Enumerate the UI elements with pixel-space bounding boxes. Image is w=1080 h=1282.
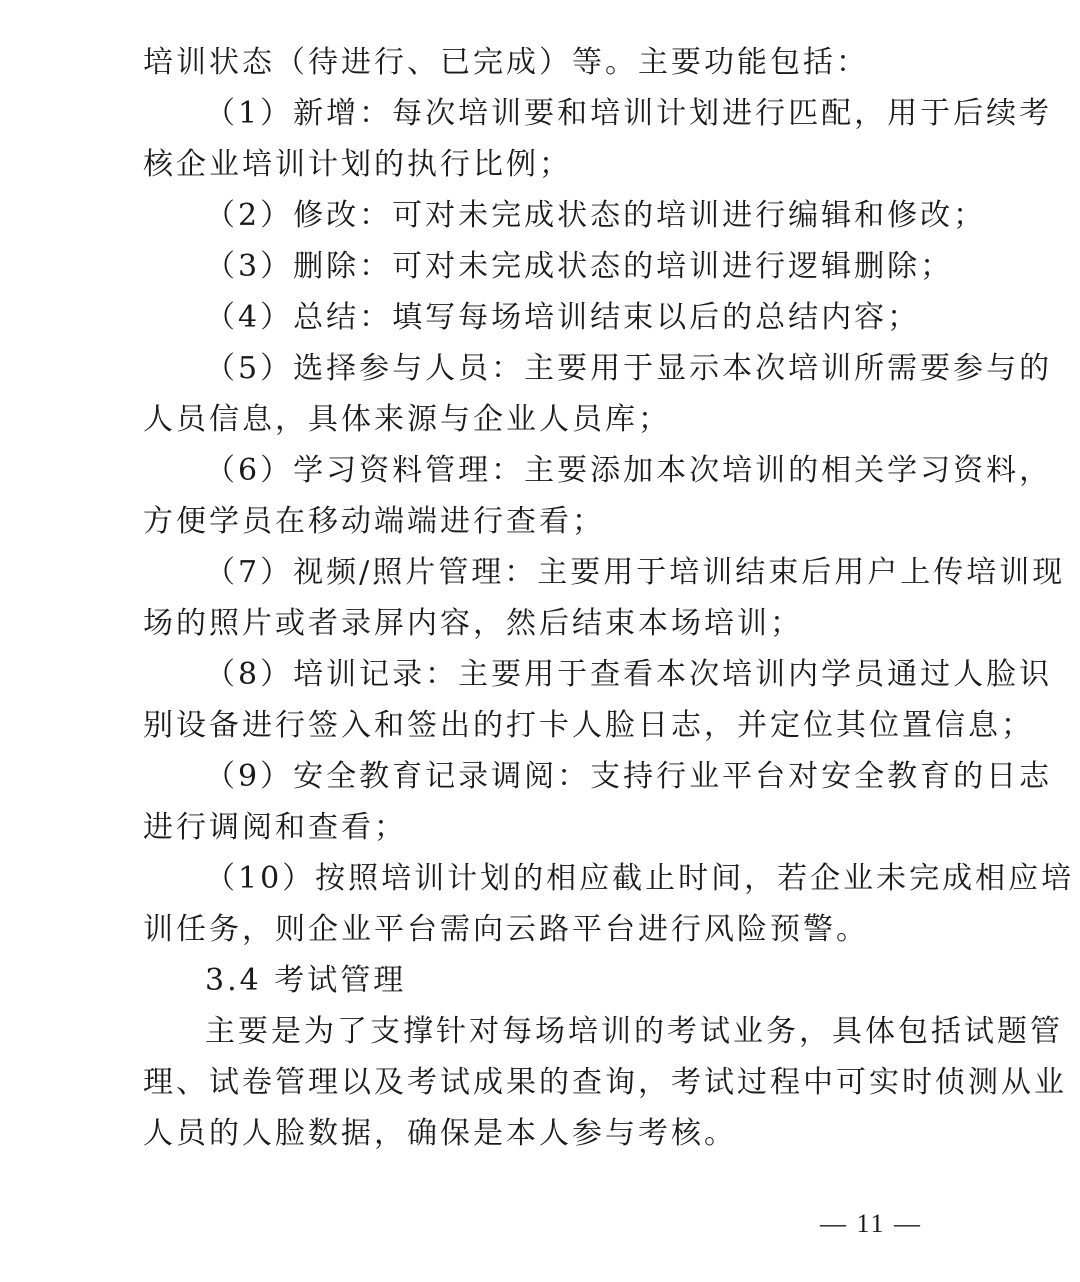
text-line: 理、试卷管理以及考试成果的查询，考试过程中可实时侦测从业 (143, 1065, 1067, 1100)
text-line: （1）新增：每次培训要和培训计划进行匹配，用于后续考 (205, 96, 1053, 131)
text-line: （3）删除：可对未完成状态的培训进行逻辑删除； (205, 249, 954, 284)
text-line: 方便学员在移动端端进行查看； (143, 504, 605, 539)
text-line: 人员的人脸数据，确保是本人参与考核。 (143, 1116, 737, 1151)
text-line: （5）选择参与人员：主要用于显示本次培训所需要参与的 (205, 351, 1053, 386)
text-line: （4）总结：填写每场培训结束以后的总结内容； (205, 300, 921, 335)
page-number: — 11 — (820, 1209, 923, 1238)
text-line: （9）安全教育记录调阅：支持行业平台对安全教育的日志 (205, 759, 1053, 794)
text-line: （6）学习资料管理：主要添加本次培训的相关学习资料， (205, 453, 1053, 488)
text-line: （7）视频/照片管理：主要用于培训结束后用户上传培训现 (205, 555, 1066, 590)
text-line: 核企业培训计划的执行比例； (143, 147, 572, 182)
text-line: 别设备进行签入和签出的打卡人脸日志，并定位其位置信息； (143, 708, 1034, 743)
text-line: （2）修改：可对未完成状态的培训进行编辑和修改； (205, 198, 987, 233)
text-line: （10）按照培训计划的相应截止时间，若企业未完成相应培 (205, 861, 1075, 896)
text-line: 人员信息，具体来源与企业人员库； (143, 402, 671, 437)
text-line: 训任务，则企业平台需向云路平台进行风险预警。 (143, 912, 869, 947)
text-line: 主要是为了支撑针对每场培训的考试业务，具体包括试题管 (205, 1014, 1063, 1049)
text-line: 场的照片或者录屏内容，然后结束本场培训； (143, 606, 803, 641)
text-line: （8）培训记录：主要用于查看本次培训内学员通过人脸识 (205, 657, 1053, 692)
text-line: 培训状态（待进行、已完成）等。主要功能包括： (143, 45, 869, 80)
section-heading: 3.4 考试管理 (205, 963, 407, 998)
text-line: 进行调阅和查看； (143, 810, 407, 845)
